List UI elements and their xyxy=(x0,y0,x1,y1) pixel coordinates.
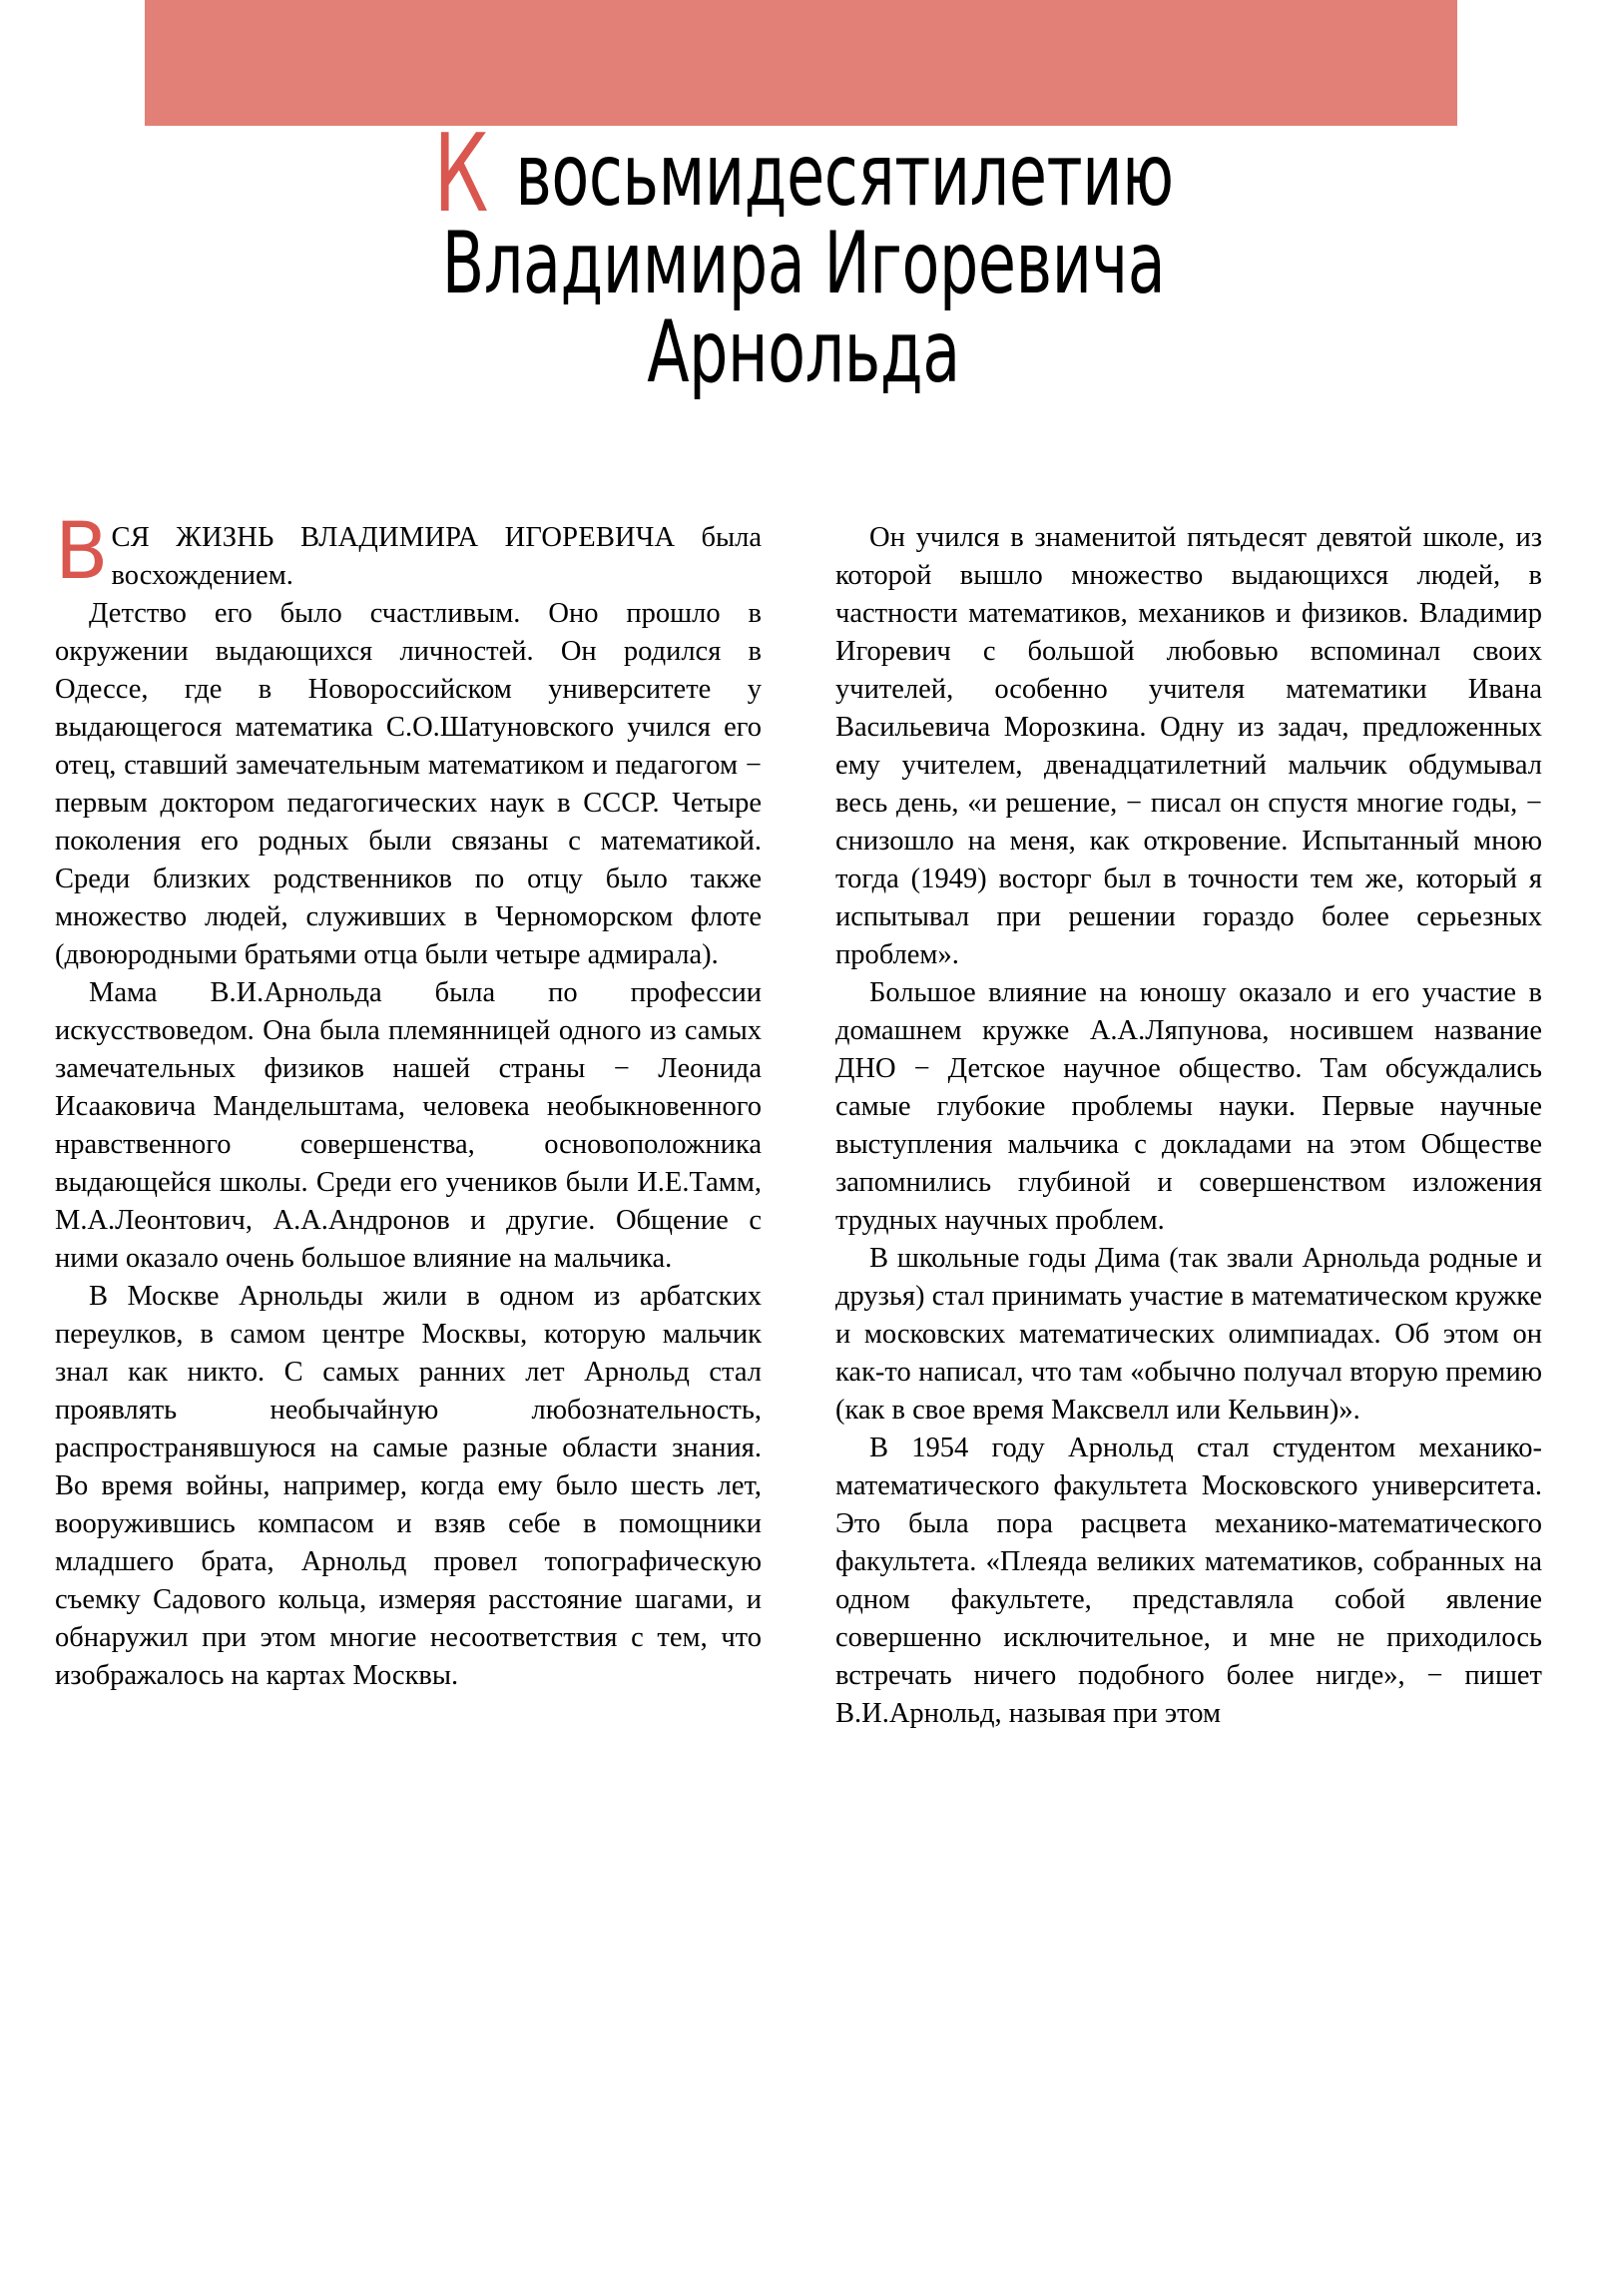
title-line-2: Владимира Игоревича xyxy=(441,214,1166,314)
paragraph: Большое влияние на юношу оказало и его участие в домашнем кружке А.А.Ляпунова, носившем название ДНО − Детское научное общество. Там обсуждались самые глубокие проблемы науки. Первые научные выступления мальчика с докладами на этом Обществе запомнились глубиной и совершенством изложения трудных научных проблем. xyxy=(835,977,1542,1236)
paragraph: Мама В.И.Арнольда была по профессии искусствоведом. Она была племянницей одного из самых замечательных физиков нашей страны − Леонида Исааковича Мандельштама, человека необыкновенного нравственного совершенства, основоположника выдающейся школы. Среди его учеников были И.Е.Тамм, М.А.Леонтович, А.А.Андронов и другие. Общение с ними оказало очень большое влияние на мальчика. xyxy=(55,977,762,1274)
paragraph: Детство его было счастливым. Оно прошло в окружении выдающихся личностей. Он родился в Одессе, где в Новороссийском университете у выдающегося математика С.О.Шатуновского учился его отец, ставший замечательным математиком и педагогом − первым доктором педагогических наук в СССР. Четыре поколения его родных были связаны с математикой. Среди близких родственников по отцу было также множество людей, служивших в Черноморском флоте (двоюродными братьями отца были четыре адмирала). xyxy=(55,598,762,970)
right-column xyxy=(835,519,1542,2276)
drop-cap-letter: В xyxy=(55,507,109,597)
title-line-1 xyxy=(276,112,1331,237)
paragraph: В 1954 году Арнольд стал студентом механико-математического факультета Московского университета. Это была пора расцвета механико-математического факультета. «Плеяда великих математиков, собранных на одном факультете, представляла собой явление совершенно исключительное, и мне не приходилось встречать ничего подобного более нигде», − пишет В.И.Арнольд, называя при этом xyxy=(835,1433,1542,1729)
title-line-1-rest: восьмидесятилетию xyxy=(496,126,1174,226)
header-decorative-bar xyxy=(145,0,1457,126)
lead-smallcaps: СЯ ЖИЗНЬ ВЛАДИМИРА ИГОРЕВИЧА xyxy=(111,522,676,553)
title-initial-letter: К xyxy=(433,112,489,237)
title-line-3: Арнольда xyxy=(647,301,960,402)
paragraph: Он учился в знаменитой пятьдесят девятой школе, из которой вышло множество выдающихся людей, в частности математиков, механиков и физиков. Владимир Игоревич с большой любовью вспоминал своих учителей, особенно учителя математики Ивана Васильевича Морозкина. Одну из задач, предложенных ему учителем, двенадцатилетний мальчик обдумывал весь день, «и решение, − писал он спустя многие годы, − снизошло на меня, как откровение. Испытанный мною тогда (1949) восторг был в точности тем же, который я испытывал при решении гораздо более серьезных проблем». xyxy=(835,522,1542,970)
paragraph-lead xyxy=(55,507,762,597)
left-column xyxy=(55,507,762,2276)
article-body xyxy=(55,507,1542,2276)
paragraph: В Москве Арнольды жили в одном из арбатских переулков, в самом центре Москвы, которую мальчик знал как никто. С самых ранних лет Арнольд стал проявлять необычайную любознательность, распространявшуюся на самые разные области знания. Во время войны, например, когда ему было шесть лет, вооружившись компасом и взяв себе в помощники младшего брата, Арнольд провел топографическую съемку Садового кольца, измеряя расстояние шагами, и обнаружил при этом многие несоответствия с тем, что изображалось на картах Москвы. xyxy=(55,1281,762,1691)
paragraph: В школьные годы Дима (так звали Арнольда родные и друзья) стал принимать участие в математическом кружке и московских математических олимпиадах. Об этом он как-то написал, что там «обычно получал вторую премию (как в свое время Максвелл или Кельвин)». xyxy=(835,1243,1542,1426)
page-title xyxy=(145,112,1462,402)
lead-text: была восхождением. xyxy=(111,522,762,591)
